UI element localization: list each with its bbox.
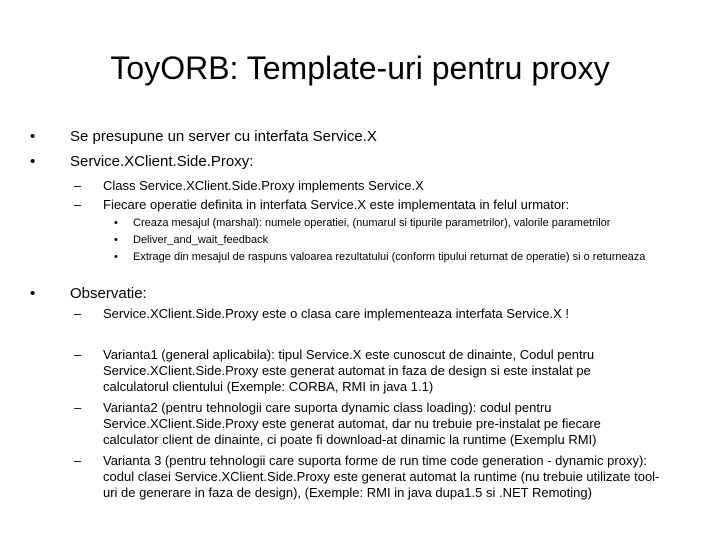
list-item: Varianta 3 (pentru tehnologii care suporta forme de run time code generation - dynamic proxy): codul clasei Service.XClient.Side.Proxy este generat automat la runtime (nu trebuie utilizate tool-uri de generare in faza de design), (Exemple: RMI in java dupa1.5 si .NET Remoting) <box>103 453 660 500</box>
bullet-icon: • <box>30 285 36 302</box>
bullet-icon: • <box>114 251 118 263</box>
list-item: Creaza mesajul (marshal): numele operatiei, (numarul si tipurile parametrilor), valorile parametrilor <box>133 217 611 229</box>
list-item: Class Service.XClient.Side.Proxy implements Service.X <box>103 178 424 193</box>
dash-icon: – <box>74 178 82 193</box>
dash-icon: – <box>74 306 82 321</box>
bullet-icon: • <box>114 234 118 246</box>
list-item: Se presupune un server cu interfata Service.X <box>70 128 377 145</box>
dash-icon: – <box>74 400 82 415</box>
list-item: Varianta2 (pentru tehnologii care suporta dynamic class loading): codul pentru Service.XClient.Side.Proxy este generat automat, dar nu trebuie pre-instalat pe fiecare calculator client de dinainte, ci poate fi download-at dinamic la runtime (Exemplu RMI) <box>103 400 601 447</box>
list-item: Extrage din mesajul de raspuns valoarea rezultatului (conform tipului returnat de operatie) si o returneaza <box>133 251 646 263</box>
bullet-icon: • <box>114 217 118 229</box>
list-item: Service.XClient.Side.Proxy este o clasa care implementeaza interfata Service.X ! <box>103 306 570 321</box>
slide-title: ToyORB: Template-uri pentru proxy <box>110 50 610 86</box>
list-item: Service.XClient.Side.Proxy: <box>70 153 254 170</box>
dash-icon: – <box>74 453 82 468</box>
list-item: Varianta1 (general aplicabila): tipul Service.X este cunoscut de dinainte, Codul pentru Service.XClient.Side.Proxy este generat automat in faza de design si este instalat pe calculatorul clientului (Exemple: CORBA, RMI in java 1.1) <box>103 347 595 394</box>
list-item: Fiecare operatie definita in interfata Service.X este implementata in felul urmator: <box>103 197 570 212</box>
bullet-icon: • <box>30 153 36 170</box>
bullet-icon: • <box>30 128 36 145</box>
dash-icon: – <box>74 197 82 212</box>
dash-icon: – <box>74 347 82 362</box>
list-item: Deliver_and_wait_feedback <box>133 234 269 246</box>
list-item: Observatie: <box>70 285 147 302</box>
